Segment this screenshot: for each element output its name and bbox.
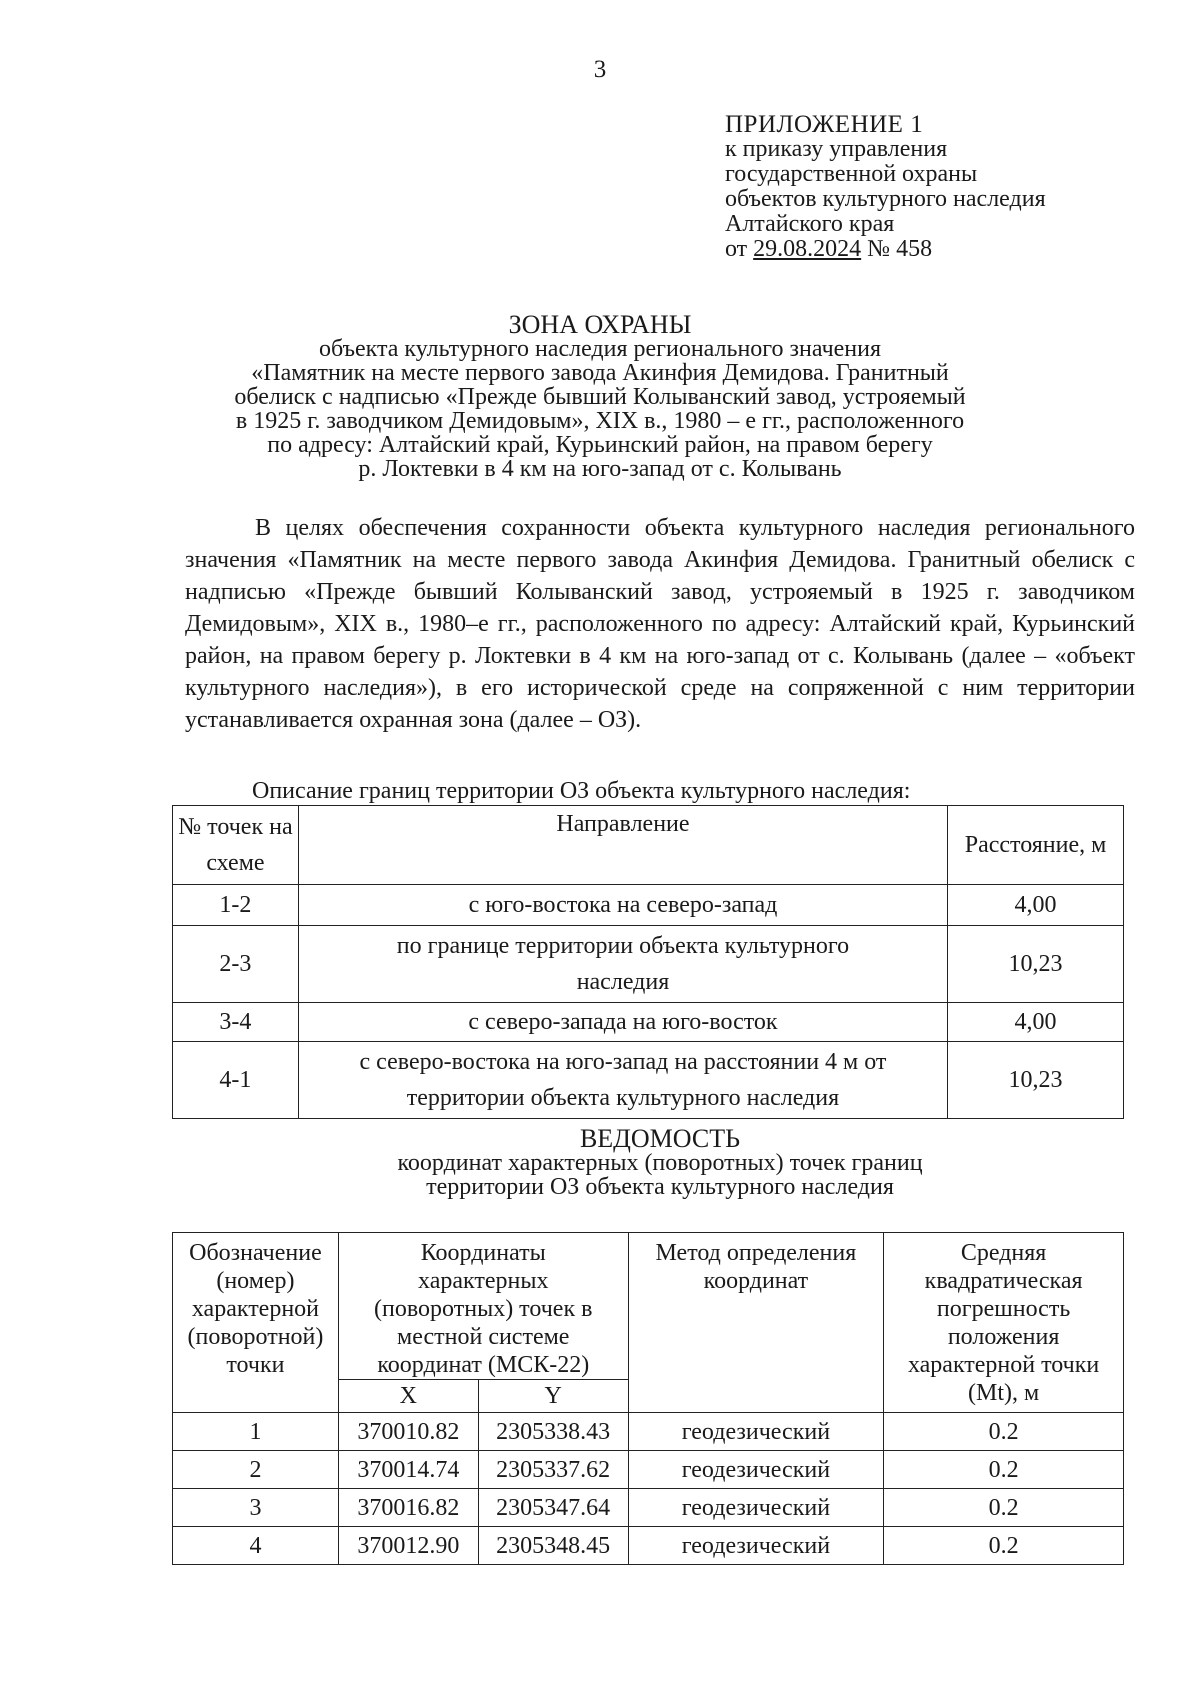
cell-x: 370016.82	[338, 1489, 478, 1527]
page-number: 3	[593, 56, 607, 83]
cell-y: 2305338.43	[478, 1413, 628, 1451]
appendix-date-line	[725, 237, 1145, 262]
header-y: Y	[478, 1380, 628, 1413]
appendix-line: государственной охраны	[725, 161, 978, 187]
header-designation: Обозначение (номер) характерной (поворотной) точки	[173, 1233, 339, 1413]
cell-direction: с северо-запада на юго-восток	[298, 1003, 947, 1042]
cell-points: 3-4	[173, 1003, 299, 1042]
table-row	[173, 885, 1124, 926]
cell-distance: 10,23	[948, 926, 1124, 1003]
cell-point-number: 1	[173, 1413, 339, 1451]
vedomost-line: координат характерных (поворотных) точек границ	[397, 1150, 923, 1176]
appendix-line: к приказу управления	[725, 136, 948, 162]
cell-points: 2-3	[173, 926, 299, 1003]
header-error: Средняя квадратическая погрешность положения характерной точки (Mt), м	[884, 1233, 1124, 1413]
vedomost-heading	[280, 1124, 1040, 1200]
appendix-line: Алтайского края	[725, 211, 895, 237]
order-number: № 458	[867, 236, 933, 262]
zone-subtitle-line: в 1925 г. заводчиком Демидовым», XIX в., 1980 – е гг., расположенного	[235, 408, 965, 434]
cell-y: 2305348.45	[478, 1527, 628, 1565]
cell-method: геодезический	[628, 1489, 884, 1527]
header-coordinates: Координаты характерных (поворотных) точек в местной системе координат (МСК-22)	[338, 1233, 628, 1380]
cell-method: геодезический	[628, 1413, 884, 1451]
header-points: № точек на схеме	[173, 806, 299, 885]
cell-x: 370010.82	[338, 1413, 478, 1451]
cell-x: 370014.74	[338, 1451, 478, 1489]
cell-x: 370012.90	[338, 1527, 478, 1565]
table-header-row	[173, 1233, 1124, 1380]
cell-direction: с северо-востока на юго-запад на расстоянии 4 м от территории объекта культурного наследия	[298, 1042, 947, 1119]
cell-points: 4-1	[173, 1042, 299, 1119]
body-paragraph: В целях обеспечения сохранности объекта культурного наследия регионального значения «Памятник на месте первого завода Акинфия Демидова. Гранитный обелиск с надписью «Прежде бывший Колыванский завод, устрояемый в 1925 г. заводчиком Демидовым», XIX в., 1980–е гг., расположенного по адресу: Алтайский край, Курьинский район, на правом берегу р. Локтевки в 4 км на юго-запад от с. Колывань (далее – «объект культурного наследия»), в его исторической среде на сопряженной с ним территории устанавливается охранная зона (далее – ОЗ).	[185, 515, 1135, 733]
zone-subtitle-line: обелиск с надписью «Прежде бывший Колыванский завод, устрояемый	[234, 384, 966, 410]
date-prefix: от	[725, 236, 748, 262]
cell-y: 2305337.62	[478, 1451, 628, 1489]
header-method: Метод определения координат	[628, 1233, 884, 1413]
cell-y: 2305347.64	[478, 1489, 628, 1527]
cell-direction: по границе территории объекта культурного наследия	[298, 926, 947, 1003]
borders-caption: Описание границ территории ОЗ объекта культурного наследия:	[252, 778, 911, 804]
cell-point-number: 4	[173, 1527, 339, 1565]
zone-subtitle-line: объекта культурного наследия регионального значения	[318, 336, 882, 362]
cell-distance: 4,00	[948, 1003, 1124, 1042]
cell-mt: 0.2	[884, 1489, 1124, 1527]
cell-points: 1-2	[173, 885, 299, 926]
cell-mt: 0.2	[884, 1451, 1124, 1489]
table-row	[173, 1003, 1124, 1042]
vedomost-line: территории ОЗ объекта культурного наследия	[426, 1174, 894, 1200]
coordinates-table	[172, 1232, 1124, 1565]
borders-table	[172, 805, 1124, 1119]
zone-heading	[180, 310, 1020, 482]
cell-point-number: 3	[173, 1489, 339, 1527]
table-row	[173, 1527, 1124, 1565]
order-date: 29.08.2024	[753, 236, 862, 262]
cell-distance: 4,00	[948, 885, 1124, 926]
cell-method: геодезический	[628, 1527, 884, 1565]
cell-method: геодезический	[628, 1451, 884, 1489]
appendix-line: объектов культурного наследия	[725, 186, 1046, 212]
table-row	[173, 1489, 1124, 1527]
table-row	[173, 1042, 1124, 1119]
table-row	[173, 1451, 1124, 1489]
header-x: X	[338, 1380, 478, 1413]
cell-distance: 10,23	[948, 1042, 1124, 1119]
header-distance: Расстояние, м	[948, 806, 1124, 885]
vedomost-title: ВЕДОМОСТЬ	[579, 1124, 741, 1153]
appendix-block	[725, 112, 1145, 262]
appendix-title: ПРИЛОЖЕНИЕ 1	[725, 111, 924, 138]
cell-point-number: 2	[173, 1451, 339, 1489]
table-row	[173, 926, 1124, 1003]
table-row	[173, 1413, 1124, 1451]
zone-subtitle-line: «Памятник на месте первого завода Акинфия Демидова. Гранитный	[251, 360, 949, 386]
cell-direction: с юго-востока на северо-запад	[298, 885, 947, 926]
zone-title: ЗОНА ОХРАНЫ	[508, 310, 692, 339]
cell-mt: 0.2	[884, 1413, 1124, 1451]
zone-subtitle-line: по адресу: Алтайский край, Курьинский район, на правом берегу	[267, 432, 933, 458]
table-header-row	[173, 806, 1124, 885]
header-direction: Направление	[298, 806, 947, 885]
zone-subtitle-line: р. Локтевки в 4 км на юго-запад от с. Колывань	[358, 456, 842, 482]
cell-mt: 0.2	[884, 1527, 1124, 1565]
